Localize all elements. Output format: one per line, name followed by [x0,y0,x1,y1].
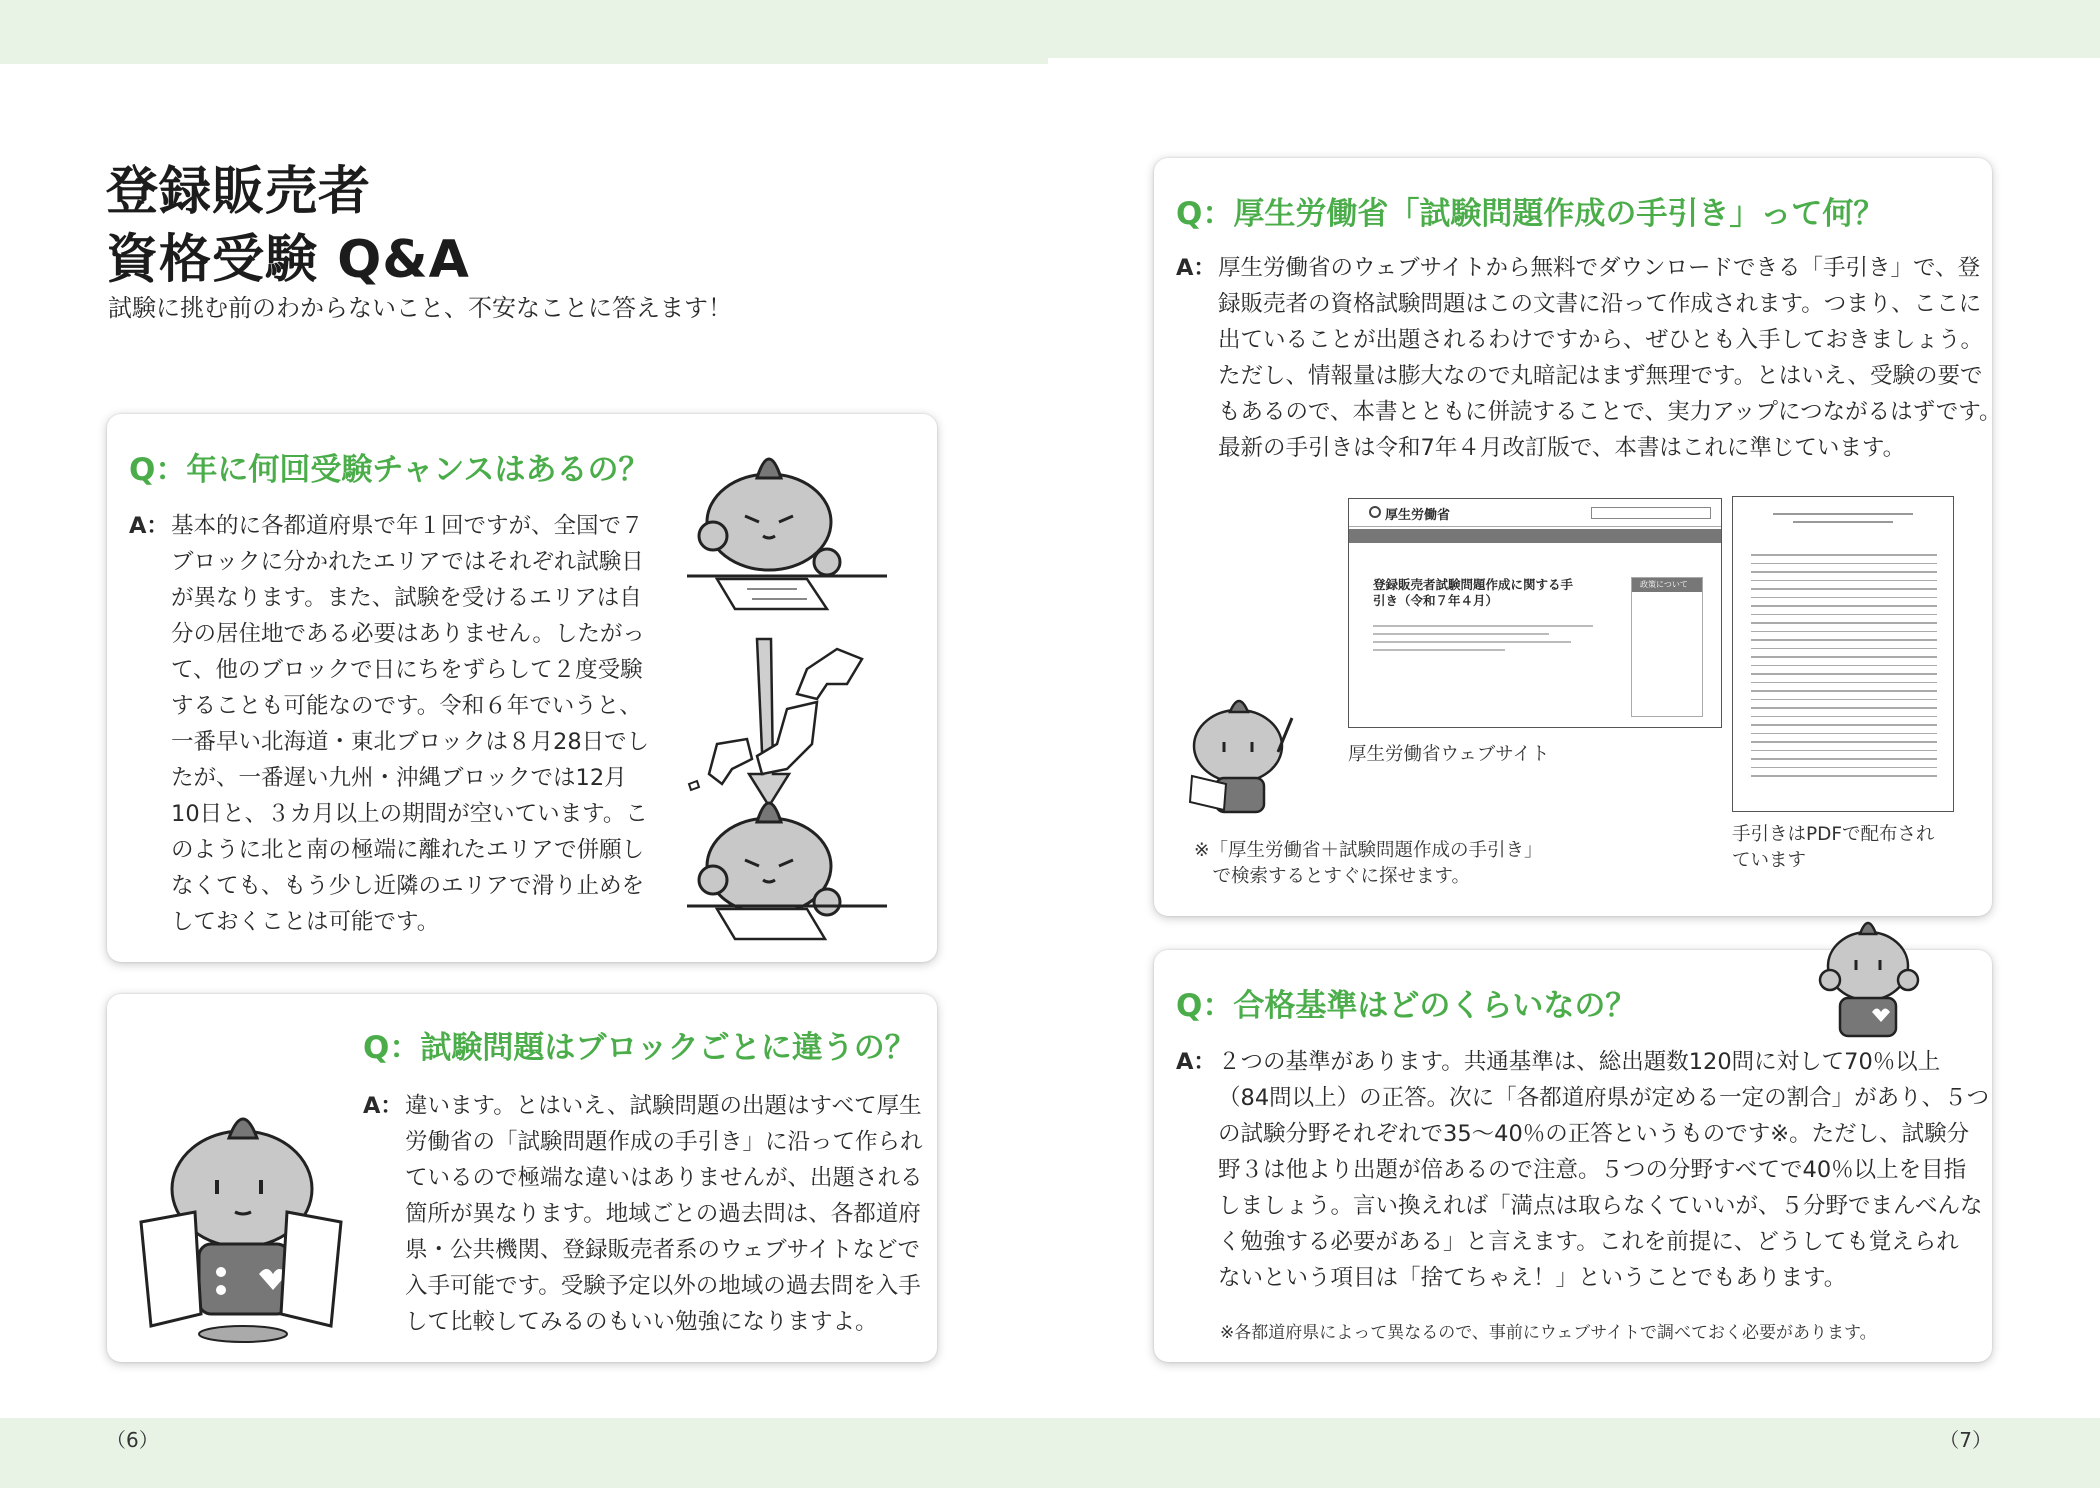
mascot-holding-papers-illustration [137,1104,347,1344]
answer-block [129,508,749,940]
answer-line: して比較してみるのもいい勉強になりますよ。 [405,1309,878,1335]
mhlw-website-screenshot [1348,498,1722,728]
site-logo-icon [1369,506,1381,518]
answer-line: 労働省の「試験問題作成の手引き」に沿って作られ [405,1129,923,1155]
site-sidebar-header: 政策について [1632,578,1702,592]
answer-line: のように北と南の極端に離れたエリアで併願し [171,837,645,863]
answer-line: 違います。とはいえ、試験問題の出題はすべて厚生 [405,1093,922,1119]
answer-line: しましょう。言い換えれば「満点は取らなくていいが、５分野でまんべんな [1218,1193,1983,1219]
answer-line: 最新の手引きは令和7年４月改訂版で、本書はこれに準じています。 [1218,435,1906,461]
answer-line: く勉強する必要がある」と言えます。これを前提に、どうしても覚えられ [1218,1229,1959,1255]
answer-label: A： [129,513,169,539]
site-header [1349,499,1721,527]
search-note-line: で検索するとすぐに探せます。 [1194,866,1471,887]
site-sidebar [1631,577,1703,717]
answer-line: の試験分野それぞれで35〜40％の正答というものです※。ただし、試験分 [1218,1121,1970,1147]
answer-line: 基本的に各都道府県で年１回ですが、全国で７ [171,513,644,539]
answer-text [1176,250,2002,466]
answer-line: 野３は他より出題が倍あるので注意。５つの分野すべてで40％以上を目指 [1218,1157,1967,1183]
answer-line: 箇所が異なります。地域ごとの過去問は、各都道府 [405,1201,921,1227]
title-line-1: 登録販売者 [106,162,372,222]
answer-line: ２つの基準があります。共通基準は、総出題数120問に対して70％以上 [1218,1049,1941,1075]
answer-line: ているので極端な違いはありませんが、出題される [405,1165,923,1191]
answer-line: て、他のブロックで日にちをずらして２度受験 [171,657,643,683]
answer-line: が異なります。また、試験を受けるエリアは自 [171,585,642,611]
mascot-top-icon [687,459,887,609]
qa-card-exam-by-block [107,994,937,1362]
answer-text [1176,1044,1990,1296]
pdf-caption-line: ています [1732,850,1807,871]
page-title [106,158,470,294]
footnote: ※各都道府県によって異なるので、事前にウェブサイトで調べておく必要があります。 [1220,1323,1877,1343]
answer-text [363,1088,923,1340]
page-number-right: （7） [1939,1428,1992,1452]
answer-line: 県・公共機関、登録販売者系のウェブサイトなどで [405,1237,921,1263]
answer-line: もあるので、本書とともに併読することで、実力アップにつながるはずです。 [1218,399,2002,425]
answer-line: 分の居住地である必要はありません。したがっ [171,621,645,647]
question-heading: Q：合格基準はどのくらいなの？ [1176,988,1637,1024]
page-subtitle: 試験に挑む前のわからないこと、不安なことに答えます！ [108,294,732,322]
top-band-right [1048,0,2100,58]
answer-line: 10日と、３カ月以上の期間が空いています。こ [171,801,648,827]
mascot-bottom-icon [687,803,887,939]
title-line-2: 資格受験 Q&A [106,230,470,290]
search-note-line: ※「厚生労働省＋試験問題作成の手引き」 [1194,840,1543,861]
mascot-studying-illustration [677,444,917,944]
answer-block [1176,1044,1990,1296]
site-nav-bar [1349,529,1721,543]
answer-block [1176,250,2002,466]
answer-line: しておくことは可能です。 [171,909,440,935]
question-heading: Q：試験問題はブロックごとに違うの？ [363,1030,916,1066]
answer-line: なくても、もう少し近隣のエリアで滑り止めを [171,873,645,899]
japan-map-icon [689,639,862,806]
mascot-standing-illustration [1810,918,1930,1042]
answer-line: 厚生労働省のウェブサイトから無料でダウンロードできる「手引き」で、登 [1218,255,1981,281]
answer-line: ないという項目は「捨てちゃえ！」ということでもあります。 [1218,1265,1847,1291]
answer-line: ただし、情報量は膨大なので丸暗記はまず無理です。とはいえ、受験の要で [1218,363,1983,389]
answer-line: することも可能なのです。令和６年でいうと、 [171,693,642,719]
answer-line: 出ていることが出題されるわけですから、ぜひとも入手しておきましょう。 [1218,327,1984,353]
pdf-toc-lines [1751,547,1937,784]
tebiki-pdf-screenshot [1732,496,1954,812]
answer-line: 録販売者の資格試験問題はこの文書に沿って作成されます。つまり、ここに [1218,291,1982,317]
answer-line: たが、一番遅い九州・沖縄ブロックでは12月 [171,765,627,791]
search-note [1194,838,1543,890]
answer-line: 入手可能です。受験予定以外の地域の過去問を入手 [405,1273,921,1299]
answer-line: （84問以上）の正答。次に「各都道府県が定める一定の割合」があり、５つ [1218,1085,1990,1111]
top-band-left [0,0,1048,64]
site-title-line: 引き（令和７年４月） [1373,593,1499,608]
pdf-caption [1732,822,1935,874]
website-caption: 厚生労働省ウェブサイト [1348,744,1550,765]
answer-label: A： [363,1093,403,1119]
site-page-heading [1373,577,1573,609]
site-search-box [1591,507,1711,519]
answer-line: ブロックに分かれたエリアではそれぞれ試験日 [171,549,644,575]
site-text-lines [1373,619,1593,657]
page-number-left: （6） [106,1428,159,1452]
question-heading: Q：厚生労働省「試験問題作成の手引き」って何？ [1176,196,1885,232]
answer-text [129,508,749,940]
answer-label: A： [1176,1049,1216,1075]
site-logo-text: 厚生労働省 [1385,508,1451,523]
pdf-caption-line: 手引きはPDFで配布され [1732,824,1935,845]
answer-line: 一番早い北海道・東北ブロックは８月28日でし [171,729,650,755]
question-heading: Q：年に何回受験チャンスはあるの？ [129,452,650,488]
site-title-line: 登録販売者試験問題作成に関する手 [1373,577,1574,592]
answer-block [363,1088,923,1340]
mascot-reading-illustration [1182,698,1302,818]
qa-card-exam-chances [107,414,937,962]
bottom-band [0,1418,2100,1488]
qa-card-tebiki [1154,158,2002,916]
answer-label: A： [1176,255,1216,281]
